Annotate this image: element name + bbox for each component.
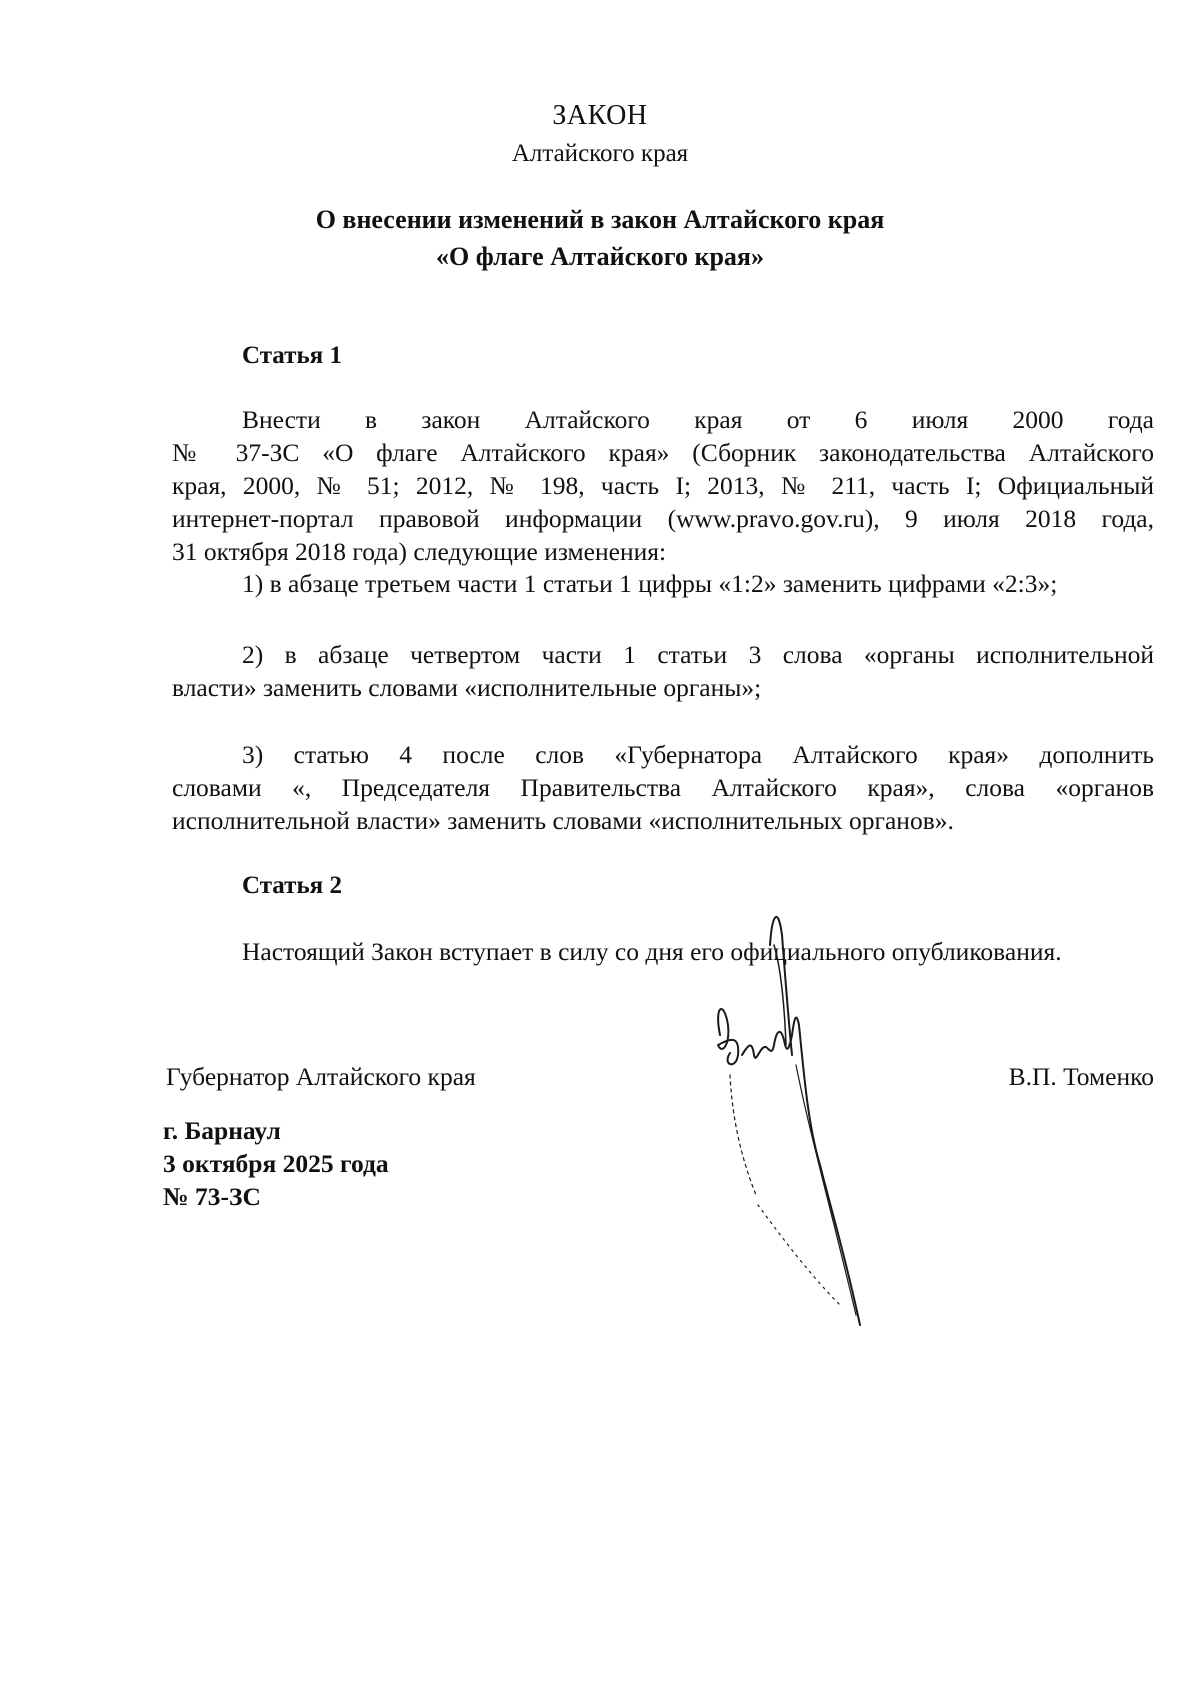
document-title-line-1: О внесении изменений в закон Алтайского края	[315, 205, 885, 234]
handwritten-signature	[700, 905, 900, 1345]
law-number: № 73-ЗС	[163, 1182, 261, 1211]
article-1-item-3	[172, 738, 1154, 837]
paragraph-line: Внести в закон Алтайского края от 6 июля 2000 года	[242, 405, 1154, 434]
article-1-heading: Статья 1	[242, 342, 342, 369]
paragraph-line: 31 октября 2018 года) следующие изменения:	[172, 537, 667, 566]
place-date-number-block	[163, 1114, 389, 1213]
document-title-line-2: «О флаге Алтайского края»	[436, 242, 764, 271]
document-region: Алтайского края	[511, 140, 689, 167]
paragraph-line: 3) статью 4 после слов «Губернатора Алтайского края» дополнить	[242, 740, 1154, 769]
document-type: ЗАКОН	[552, 100, 648, 131]
signer-name: В.П. Томенко	[1008, 1062, 1154, 1091]
article-2-heading: Статья 2	[242, 872, 342, 899]
paragraph-line: исполнительной власти» заменить словами «исполнительных органов».	[172, 806, 954, 835]
article-2-text: Настоящий Закон вступает в силу со дня его официального опубликования.	[242, 937, 1062, 966]
paragraph-line: словами «, Председателя Правительства Алтайского края», слова «органов	[172, 773, 1154, 802]
paragraph-line: № 37-ЗС «О флаге Алтайского края» (Сборник законодательства Алтайского	[172, 438, 1154, 467]
signing-date: 3 октября 2025 года	[163, 1149, 389, 1178]
article-1-item-1: 1) в абзаце третьем части 1 статьи 1 цифры «1:2» заменить цифрами «2:3»;	[242, 569, 1058, 598]
signer-title: Губернатор Алтайского края	[166, 1062, 476, 1091]
paragraph-line: власти» заменить словами «исполнительные органы»;	[172, 673, 762, 702]
paragraph-line: 2) в абзаце четвертом части 1 статьи 3 слова «органы исполнительной	[242, 640, 1154, 669]
paragraph-line: интернет-портал правовой информации (www.pravo.gov.ru), 9 июля 2018 года,	[172, 504, 1154, 533]
article-1-item-2	[172, 638, 1154, 704]
article-1-intro-paragraph	[172, 403, 1154, 568]
signing-place: г. Барнаул	[163, 1116, 281, 1145]
paragraph-line: края, 2000, № 51; 2012, № 198, часть I; 2013, № 211, часть I; Официальный	[172, 471, 1154, 500]
